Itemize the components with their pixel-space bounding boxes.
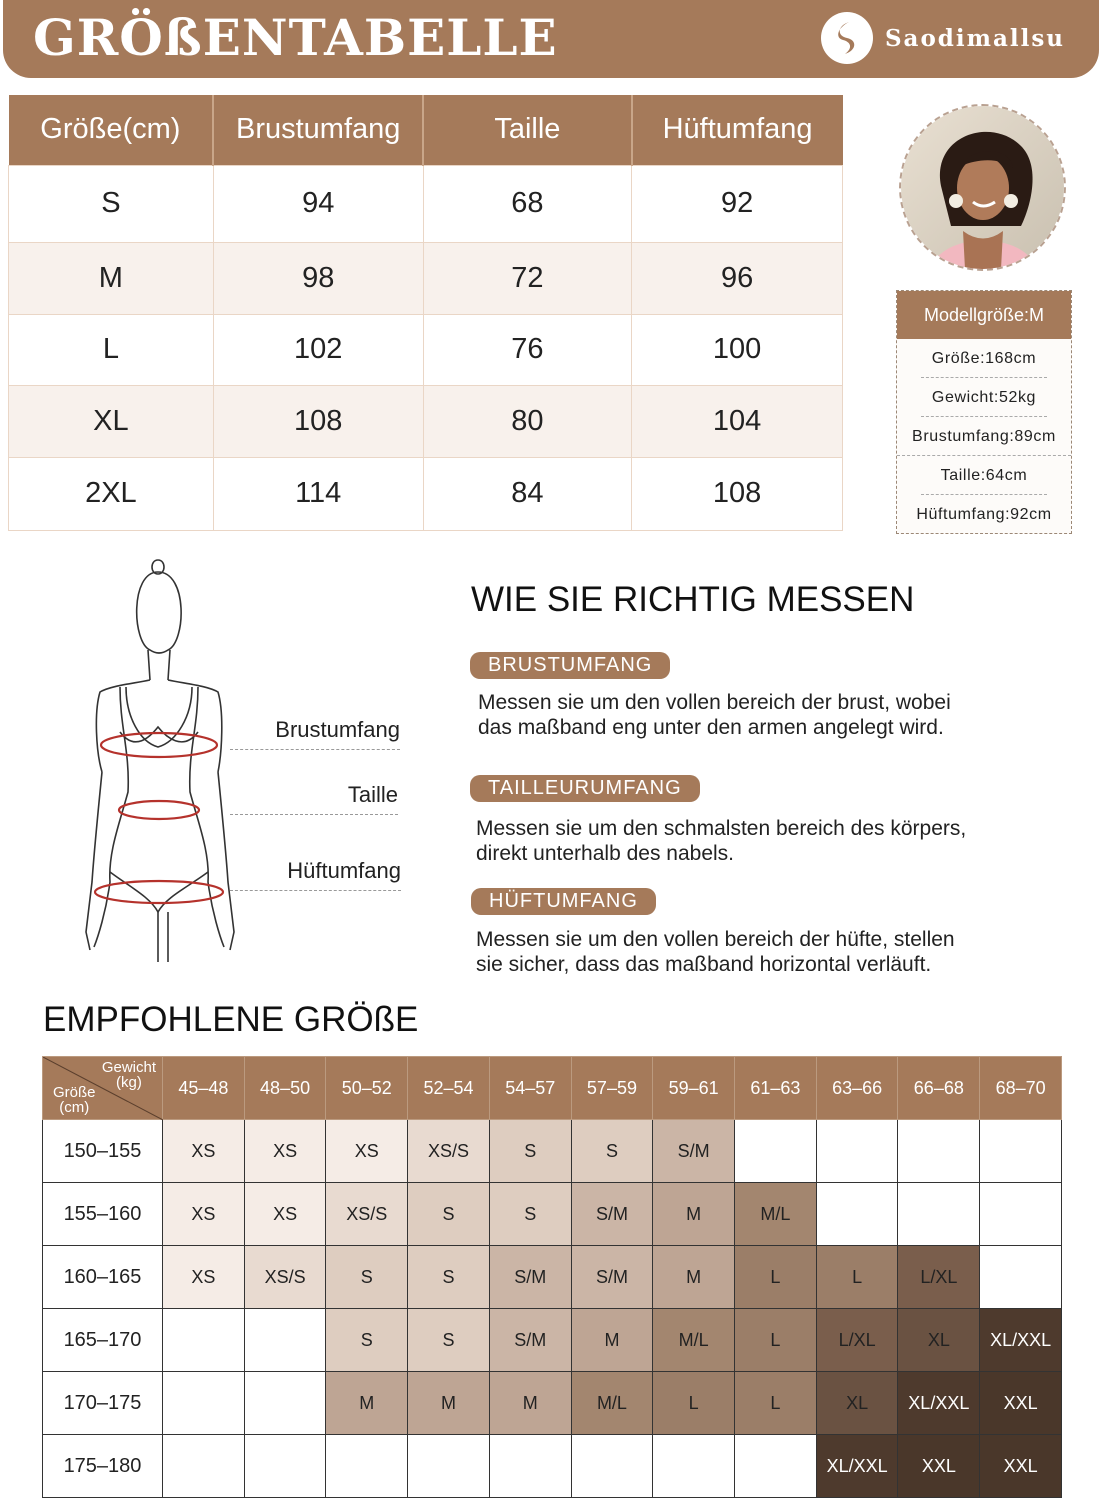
howto-hip-text bbox=[476, 927, 1076, 977]
size-cell: S bbox=[408, 1246, 490, 1309]
size-cell bbox=[163, 1435, 245, 1498]
size-cell: S/M bbox=[653, 1120, 735, 1183]
size-cell bbox=[735, 1435, 817, 1498]
howto-line: Messen sie um den schmalsten bereich des körpers, bbox=[476, 817, 967, 840]
size-cell: M/L bbox=[735, 1183, 817, 1246]
size-cell: L bbox=[816, 1246, 898, 1309]
weight-header: 66–68 bbox=[898, 1057, 980, 1120]
size-cell: S/M bbox=[489, 1309, 571, 1372]
corner-text: (kg) bbox=[115, 1074, 142, 1091]
size-cell bbox=[898, 1120, 980, 1183]
size-cell: XS bbox=[244, 1183, 326, 1246]
size-cell bbox=[163, 1309, 245, 1372]
column-header: Größe(cm) bbox=[9, 95, 214, 165]
size-cell: XS/S bbox=[244, 1246, 326, 1309]
size-cell bbox=[244, 1372, 326, 1435]
height-range: 165–170 bbox=[43, 1309, 163, 1372]
size-cell bbox=[735, 1120, 817, 1183]
size-cell: XL/XXL bbox=[980, 1309, 1062, 1372]
table-cell: 68 bbox=[423, 165, 632, 242]
height-range: 160–165 bbox=[43, 1246, 163, 1309]
size-cell: S bbox=[408, 1309, 490, 1372]
table-cell: 96 bbox=[632, 242, 843, 314]
weight-axis-label bbox=[102, 1060, 156, 1090]
model-stat: Brustumfang:89cm bbox=[897, 417, 1071, 456]
size-cell: L/XL bbox=[898, 1246, 980, 1309]
size-cell: M bbox=[408, 1372, 490, 1435]
table-cell: 114 bbox=[213, 457, 423, 530]
size-cell: S/M bbox=[489, 1246, 571, 1309]
howto-line: das maßband eng unter den armen angelegt wird. bbox=[478, 716, 944, 739]
size-cell: L bbox=[653, 1372, 735, 1435]
size-cell: XS bbox=[163, 1183, 245, 1246]
body-measurement-figure bbox=[80, 552, 420, 972]
table-cell: 72 bbox=[423, 242, 632, 314]
size-cell bbox=[408, 1435, 490, 1498]
weight-header: 57–59 bbox=[571, 1057, 653, 1120]
size-table-header bbox=[9, 95, 843, 165]
size-cell bbox=[980, 1183, 1062, 1246]
model-size-card bbox=[896, 290, 1072, 534]
size-table bbox=[8, 95, 843, 531]
size-cell: S/M bbox=[571, 1183, 653, 1246]
size-cell bbox=[326, 1435, 408, 1498]
size-cell bbox=[980, 1120, 1062, 1183]
size-cell: XS bbox=[163, 1120, 245, 1183]
header-banner bbox=[3, 0, 1099, 78]
size-cell: L bbox=[735, 1372, 817, 1435]
table-row bbox=[43, 1435, 1062, 1498]
model-stat: Hüftumfang:92cm bbox=[916, 506, 1052, 523]
size-cell: S bbox=[326, 1309, 408, 1372]
recommended-size-body bbox=[43, 1120, 1062, 1498]
size-cell: S bbox=[489, 1183, 571, 1246]
size-cell: XL bbox=[898, 1309, 980, 1372]
table-cell: XL bbox=[9, 385, 214, 457]
size-cell: S bbox=[326, 1246, 408, 1309]
size-cell: XS/S bbox=[326, 1183, 408, 1246]
swirl-logo-icon bbox=[821, 12, 873, 64]
size-cell: XS bbox=[163, 1246, 245, 1309]
howto-line: Messen sie um den vollen bereich der hüfte, stellen bbox=[476, 928, 955, 951]
table-cell: S bbox=[9, 165, 214, 242]
size-cell: M/L bbox=[571, 1372, 653, 1435]
table-cell: 98 bbox=[213, 242, 423, 314]
size-cell: XL/XXL bbox=[898, 1372, 980, 1435]
size-cell bbox=[244, 1309, 326, 1372]
size-cell: M bbox=[489, 1372, 571, 1435]
table-cell: 108 bbox=[632, 457, 843, 530]
height-range: 175–180 bbox=[43, 1435, 163, 1498]
table-cell: 84 bbox=[423, 457, 632, 530]
recommended-title: EMPFOHLENE GRÖßE bbox=[43, 1000, 419, 1039]
weight-header: 63–66 bbox=[816, 1057, 898, 1120]
howto-waist-text bbox=[476, 816, 1076, 866]
size-cell: L bbox=[735, 1309, 817, 1372]
body-outline-icon bbox=[80, 552, 260, 972]
weight-header: 50–52 bbox=[326, 1057, 408, 1120]
size-cell: S bbox=[408, 1183, 490, 1246]
weight-header: 59–61 bbox=[653, 1057, 735, 1120]
tag-hip: HÜFTUMFANG bbox=[471, 888, 656, 915]
howto-title: WIE SIE RICHTIG MESSEN bbox=[471, 580, 915, 619]
column-header: Brustumfang bbox=[213, 95, 423, 165]
column-header: Taille bbox=[423, 95, 632, 165]
height-range: 150–155 bbox=[43, 1120, 163, 1183]
size-cell: M bbox=[653, 1246, 735, 1309]
corner-header bbox=[43, 1057, 163, 1120]
size-cell: XS bbox=[244, 1120, 326, 1183]
size-cell: L/XL bbox=[816, 1309, 898, 1372]
height-range: 170–175 bbox=[43, 1372, 163, 1435]
table-row bbox=[9, 385, 843, 457]
brand-name: Saodimallsu bbox=[884, 24, 1065, 52]
weight-header-row bbox=[43, 1057, 1062, 1120]
size-cell: S bbox=[571, 1120, 653, 1183]
model-photo bbox=[899, 104, 1066, 271]
table-cell: L bbox=[9, 314, 214, 385]
table-row bbox=[43, 1120, 1062, 1183]
table-cell: 100 bbox=[632, 314, 843, 385]
table-row bbox=[43, 1183, 1062, 1246]
height-range: 155–160 bbox=[43, 1183, 163, 1246]
size-cell bbox=[980, 1246, 1062, 1309]
size-cell bbox=[816, 1120, 898, 1183]
size-cell bbox=[489, 1435, 571, 1498]
size-cell bbox=[163, 1372, 245, 1435]
size-cell: XL bbox=[816, 1372, 898, 1435]
table-cell: 108 bbox=[213, 385, 423, 457]
table-cell: 92 bbox=[632, 165, 843, 242]
table-cell: 2XL bbox=[9, 457, 214, 530]
page-title: GRÖßENTABELLE bbox=[33, 8, 558, 67]
waist-label: Taille bbox=[230, 782, 398, 815]
table-cell: 80 bbox=[423, 385, 632, 457]
size-cell: XXL bbox=[980, 1435, 1062, 1498]
size-cell: XS bbox=[326, 1120, 408, 1183]
howto-line: sie sicher, dass das maßband horizontal verläuft. bbox=[476, 953, 932, 976]
size-cell: S bbox=[489, 1120, 571, 1183]
hip-label: Hüftumfang bbox=[230, 858, 401, 891]
weight-header: 68–70 bbox=[980, 1057, 1062, 1120]
column-header: Hüftumfang bbox=[632, 95, 843, 165]
recommended-size-table bbox=[42, 1056, 1062, 1498]
tag-bust: BRUSTUMFANG bbox=[470, 652, 670, 679]
weight-header: 45–48 bbox=[163, 1057, 245, 1120]
size-cell bbox=[816, 1183, 898, 1246]
table-row bbox=[9, 457, 843, 530]
model-stat: Taille:64cm bbox=[921, 456, 1047, 495]
corner-text: Größe bbox=[53, 1084, 96, 1101]
size-cell: M bbox=[326, 1372, 408, 1435]
brand bbox=[821, 12, 1065, 64]
size-cell bbox=[244, 1435, 326, 1498]
table-row bbox=[43, 1309, 1062, 1372]
model-card-heading: Modellgröße:M bbox=[897, 291, 1071, 339]
corner-text: Gewicht bbox=[101, 1059, 156, 1076]
weight-header: 54–57 bbox=[489, 1057, 571, 1120]
table-row bbox=[9, 165, 843, 242]
weight-header: 48–50 bbox=[244, 1057, 326, 1120]
howto-line: direkt unterhalb des nabels. bbox=[476, 842, 734, 865]
corner-text: (cm) bbox=[59, 1099, 90, 1116]
size-cell: L bbox=[735, 1246, 817, 1309]
size-cell bbox=[653, 1435, 735, 1498]
size-cell: XXL bbox=[898, 1435, 980, 1498]
table-cell: 104 bbox=[632, 385, 843, 457]
table-row bbox=[43, 1372, 1062, 1435]
model-stat: Gewicht:52kg bbox=[921, 378, 1047, 417]
size-cell: XL/XXL bbox=[816, 1435, 898, 1498]
size-cell: M bbox=[571, 1309, 653, 1372]
size-cell: M/L bbox=[653, 1309, 735, 1372]
size-cell bbox=[898, 1183, 980, 1246]
bust-label: Brustumfang bbox=[230, 717, 400, 750]
table-cell: 76 bbox=[423, 314, 632, 385]
weight-header: 52–54 bbox=[408, 1057, 490, 1120]
howto-line: Messen sie um den vollen bereich der brust, wobei bbox=[478, 691, 951, 714]
model-stat: Größe:168cm bbox=[921, 339, 1047, 378]
weight-header: 61–63 bbox=[735, 1057, 817, 1120]
size-cell bbox=[571, 1435, 653, 1498]
table-cell: 94 bbox=[213, 165, 423, 242]
table-cell: 102 bbox=[213, 314, 423, 385]
table-row bbox=[9, 314, 843, 385]
tag-waist: TAILLEURUMFANG bbox=[470, 775, 700, 802]
size-cell: M bbox=[653, 1183, 735, 1246]
table-row bbox=[9, 242, 843, 314]
table-cell: M bbox=[9, 242, 214, 314]
size-cell: XS/S bbox=[408, 1120, 490, 1183]
howto-bust-text bbox=[478, 690, 1078, 740]
size-cell: XXL bbox=[980, 1372, 1062, 1435]
height-axis-label bbox=[53, 1085, 96, 1115]
size-cell: S/M bbox=[571, 1246, 653, 1309]
table-row bbox=[43, 1246, 1062, 1309]
